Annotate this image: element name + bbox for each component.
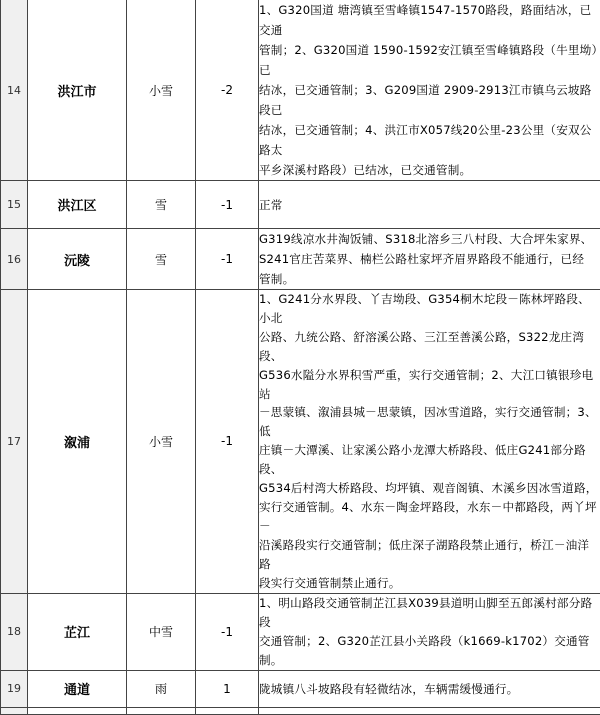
table-row[interactable] (1, 0, 600, 181)
weather-cell[interactable]: 雨 (127, 670, 196, 707)
road-status-cell[interactable]: 1、明山路段交通管制芷江县X039县道明山脚至五郎溪村部分路段 交通管制；2、G320芷江县小关路段（k1669-k1702）交通管制。 (259, 593, 600, 670)
row-number (1, 707, 28, 714)
table-row[interactable] (1, 229, 600, 290)
road-status-cell[interactable]: 陇城镇八斗坡路段有轻微结冰，车辆需缓慢通行。 (259, 670, 600, 707)
row-number[interactable]: 15 (1, 181, 28, 229)
temperature-cell[interactable]: -1 (196, 181, 259, 229)
weather-cell[interactable]: 小雪 (127, 290, 196, 594)
temperature-cell[interactable]: -1 (196, 229, 259, 290)
region-cell[interactable]: 通道 (28, 670, 127, 707)
table-row-partial (1, 707, 600, 714)
road-status-cell[interactable]: 1、G320国道 塘湾镇至雪峰镇1547-1570路段，路面结冰，已交通 管制；2、G320国道 1590-1592安江镇至雪峰镇路段（牛里坳）已 结冰，已交通管制；3、G209国道 2909-2913江市镇乌云坡路段已 结冰，已交通管制；4、洪江市X057线20公里-23公里（安双公路太 平乡深溪村路段）已结冰，已交通管制。 (259, 0, 600, 181)
weather-cell[interactable]: 小雪 (127, 0, 196, 181)
region-cell[interactable]: 芷江 (28, 593, 127, 670)
road-status-cell[interactable]: G319线凉水井淘饭铺、S318北溶乡三八村段、大合坪朱家界、 S241官庄苦菜界、楠栏公路杜家坪齐眉界路段不能通行，已经 管制。 (259, 229, 600, 290)
empty-cell (127, 707, 196, 714)
temperature-cell[interactable]: -2 (196, 0, 259, 181)
temperature-cell[interactable]: 1 (196, 670, 259, 707)
region-cell[interactable]: 洪江区 (28, 181, 127, 229)
row-number[interactable]: 19 (1, 670, 28, 707)
row-number[interactable]: 18 (1, 593, 28, 670)
region-cell[interactable]: 沅陵 (28, 229, 127, 290)
table-row[interactable] (1, 593, 600, 670)
road-status-cell[interactable]: 1、G241分水界段、丫吉坳段、G354桐木坨段－陈林坪路段、小北 公路、九统公路、舒溶溪公路、三江至善溪公路，S322龙庄湾段、 G536水隘分水界积雪严重，实行交通管制；2、大江口镇银珍电站 －思蒙镇、溆浦县城－思蒙镇，因冰雪道路，实行交通管制；3、低 庄镇－大潭溪、让家溪公路小龙潭大桥路段、低庄G241部分路段、 G534后村湾大桥路段、均坪镇、观音阁镇、木溪乡因冰雪道路， 实行交通管制。4、水东－陶金坪路段，水东－中都路段，两丫坪－ 沿溪路段实行交通管制；低庄深子湖路段禁止通行，桥江－油洋路 段实行交通管制禁止通行。 (259, 290, 600, 594)
road-status-cell[interactable]: 正常 (259, 181, 600, 229)
weather-cell[interactable]: 雪 (127, 181, 196, 229)
empty-cell (196, 707, 259, 714)
row-number[interactable]: 14 (1, 0, 28, 181)
row-number[interactable]: 16 (1, 229, 28, 290)
table-row[interactable] (1, 670, 600, 707)
region-cell[interactable]: 溆浦 (28, 290, 127, 594)
row-number[interactable]: 17 (1, 290, 28, 594)
table-row[interactable] (1, 181, 600, 229)
temperature-cell[interactable]: -1 (196, 593, 259, 670)
region-cell[interactable]: 洪江市 (28, 0, 127, 181)
temperature-cell[interactable]: -1 (196, 290, 259, 594)
empty-cell (259, 707, 600, 714)
weather-cell[interactable]: 雪 (127, 229, 196, 290)
table-row[interactable] (1, 290, 600, 594)
weather-cell[interactable]: 中雪 (127, 593, 196, 670)
empty-cell (28, 707, 127, 714)
